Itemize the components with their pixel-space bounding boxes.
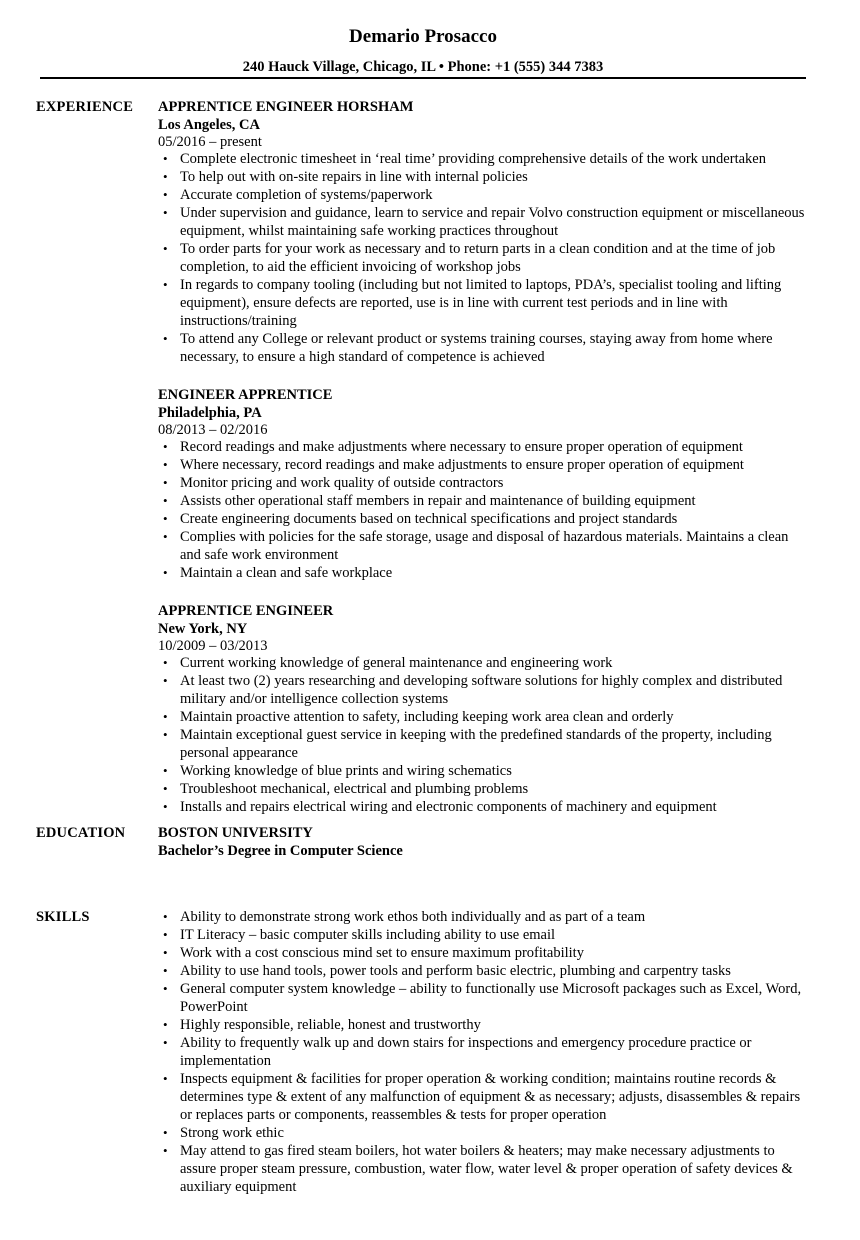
skill-item: • Strong work ethic	[158, 1124, 810, 1142]
school-name: BOSTON UNIVERSITY	[158, 825, 313, 841]
job-entry	[158, 386, 810, 582]
skill-item: • Work with a cost conscious mind set to ensure maximum profitability	[158, 944, 810, 962]
experience-list	[158, 98, 810, 836]
bullet-item: • To help out with on-site repairs in line with internal policies	[158, 168, 810, 186]
job-title: ENGINEER APPRENTICE	[158, 387, 333, 403]
bullet-item: • Troubleshoot mechanical, electrical and plumbing problems	[158, 780, 810, 798]
header-divider	[40, 77, 806, 79]
skill-item: • Inspects equipment & facilities for proper operation & working condition; maintains routine records & determines type & extent of any malfunction of equipment & as necessary; adjusts, disassembles & repairs or replaces parts or components, reassembles & tests for proper operation	[158, 1070, 810, 1124]
job-dates: 08/2013 – 02/2016	[158, 422, 268, 438]
bullet-item: • In regards to company tooling (including but not limited to laptops, PDA’s, specialist tooling and lifting equipment), ensure defects are reported, use is in line with current test periods and in line with instructions/training	[158, 276, 810, 330]
skills-heading: SKILLS	[36, 909, 90, 925]
job-bullets	[158, 438, 810, 582]
bullet-item: • Maintain exceptional guest service in keeping with the predefined standards of the property, including personal appearance	[158, 726, 810, 762]
bullet-item: • Assists other operational staff members in repair and maintenance of building equipment	[158, 492, 810, 510]
job-location: Los Angeles, CA	[158, 117, 260, 133]
bullet-item: • Complete electronic timesheet in ‘real time’ providing comprehensive details of the work undertaken	[158, 150, 810, 168]
bullet-item: • Accurate completion of systems/paperwork	[158, 186, 810, 204]
job-entry	[158, 602, 810, 816]
bullet-item: • Installs and repairs electrical wiring and electronic components of machinery and equipment	[158, 798, 810, 816]
bullet-item: • Record readings and make adjustments where necessary to ensure proper operation of equipment	[158, 438, 810, 456]
bullet-item: • Working knowledge of blue prints and wiring schematics	[158, 762, 810, 780]
bullet-item: • Monitor pricing and work quality of outside contractors	[158, 474, 810, 492]
job-bullets	[158, 150, 810, 366]
job-dates: 05/2016 – present	[158, 134, 262, 150]
bullet-item: • Maintain a clean and safe workplace	[158, 564, 810, 582]
skills-bullets	[158, 908, 810, 1196]
bullet-item: • To attend any College or relevant product or systems training courses, staying away from home where necessary, to ensure a high standard of competence is achieved	[158, 330, 810, 366]
bullet-item: • Under supervision and guidance, learn to service and repair Volvo construction equipment or miscellaneous equipment, whilst maintaining safe working practices throughout	[158, 204, 810, 240]
bullet-item: • At least two (2) years researching and developing software solutions for highly complex and distributed military and/or intelligence collection systems	[158, 672, 810, 708]
skill-item: • Ability to use hand tools, power tools and perform basic electric, plumbing and carpentry tasks	[158, 962, 810, 980]
job-location: Philadelphia, PA	[158, 405, 262, 421]
education-heading: EDUCATION	[36, 825, 126, 841]
bullet-item: • Create engineering documents based on technical specifications and project standards	[158, 510, 810, 528]
skill-item: • Ability to demonstrate strong work ethos both individually and as part of a team	[158, 908, 810, 926]
bullet-item: • Where necessary, record readings and make adjustments to ensure proper operation of equipment	[158, 456, 810, 474]
job-bullets	[158, 654, 810, 816]
skill-item: • Highly responsible, reliable, honest and trustworthy	[158, 1016, 810, 1034]
degree: Bachelor’s Degree in Computer Science	[158, 843, 403, 859]
candidate-name: Demario Prosacco	[349, 26, 497, 47]
bullet-item: • To order parts for your work as necessary and to return parts in a clean condition and at the time of job completion, to aid the efficient invoicing of workshop jobs	[158, 240, 810, 276]
skill-item: • Ability to frequently walk up and down stairs for inspections and emergency procedure practice or implementation	[158, 1034, 810, 1070]
job-title: APPRENTICE ENGINEER	[158, 603, 334, 619]
experience-heading: EXPERIENCE	[36, 99, 134, 115]
bullet-item: • Current working knowledge of general maintenance and engineering work	[158, 654, 810, 672]
education-entry	[158, 824, 810, 860]
job-location: New York, NY	[158, 621, 248, 637]
skills-list	[158, 908, 810, 1196]
job-dates: 10/2009 – 03/2013	[158, 638, 268, 654]
bullet-item: • Maintain proactive attention to safety, including keeping work area clean and orderly	[158, 708, 810, 726]
job-entry	[158, 98, 810, 366]
contact-line: 240 Hauck Village, Chicago, IL • Phone: +1 (555) 344 7383	[242, 59, 604, 75]
bullet-item: • Complies with policies for the safe storage, usage and disposal of hazardous materials. Maintains a clean and safe work environment	[158, 528, 810, 564]
skill-item: • IT Literacy – basic computer skills including ability to use email	[158, 926, 810, 944]
job-title: APPRENTICE ENGINEER HORSHAM	[158, 99, 414, 115]
skill-item: • May attend to gas fired steam boilers, hot water boilers & heaters; may make necessary adjustments to assure proper steam pressure, combustion, water flow, water level & proper operation of safety devices & auxiliary equipment	[158, 1142, 810, 1196]
skill-item: • General computer system knowledge – ability to functionally use Microsoft packages such as Excel, Word, PowerPoint	[158, 980, 810, 1016]
